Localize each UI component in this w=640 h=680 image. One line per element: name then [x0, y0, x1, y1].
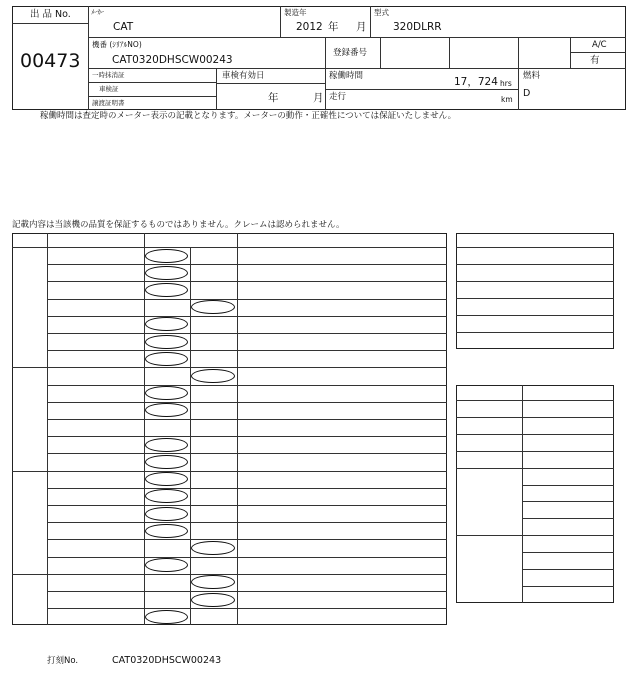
table-col-line: [237, 233, 238, 625]
row-line: [47, 299, 447, 300]
status-ok-circle: [145, 524, 188, 538]
right-bottom-row-line: [456, 468, 614, 469]
year-label: 製造年: [284, 8, 307, 17]
group-line: [12, 471, 447, 472]
row-line: [47, 402, 447, 403]
right-bottom-row-line: [456, 535, 614, 536]
serial-value: CAT0320DHSCW00243: [112, 54, 233, 66]
fuel-value: D: [523, 88, 531, 99]
disclaimer: 記載内容は当該機の品質を保証するものではありません。クレームは認められません。: [12, 220, 345, 230]
group-line: [12, 574, 447, 575]
ac-value: 有: [590, 55, 600, 66]
right-bottom-col-line: [522, 400, 523, 417]
row-line: [47, 522, 447, 523]
status-ok-circle: [145, 455, 188, 469]
right-top-row-line: [456, 264, 614, 265]
year-unit: 年: [328, 21, 339, 33]
row-line: [47, 385, 447, 386]
table-frame: [12, 233, 447, 625]
row-line: [47, 505, 447, 506]
right-bottom-row-line: [456, 451, 614, 452]
stamp-value: CAT0320DHSCW00243: [112, 655, 222, 666]
inspection-label: 車検有効日: [222, 71, 265, 81]
status-ok-circle: [145, 266, 188, 280]
row-line: [47, 281, 447, 282]
right-top-row-line: [456, 281, 614, 282]
right-bottom-col-line: [522, 535, 523, 603]
right-bottom-subrow-line: [522, 569, 614, 570]
table-col-line: [47, 233, 48, 625]
right-bottom-subrow-line: [522, 586, 614, 587]
right-bottom-col-line: [522, 451, 523, 468]
status-ok-circle: [145, 507, 188, 521]
lot-label: 出 品 No.: [30, 9, 71, 20]
status-ok-circle: [145, 438, 188, 452]
row-line: [47, 608, 447, 609]
status-ok-circle: [145, 335, 188, 349]
hours-unit: hrs: [500, 79, 512, 88]
travel-unit: km: [501, 95, 513, 104]
row-line: [47, 436, 447, 437]
table-header-line: [12, 247, 447, 248]
hours-label: 稼働時間: [329, 71, 364, 81]
travel-label: 走行: [329, 92, 347, 102]
right-bottom-subrow-line: [522, 501, 614, 502]
right-top-row-line: [456, 247, 614, 248]
month-unit: 月: [356, 21, 367, 33]
right-bottom-subrow-line: [522, 518, 614, 519]
row-line: [47, 419, 447, 420]
row-line: [47, 264, 447, 265]
maker-value: CAT: [113, 21, 134, 33]
inspection-year-unit: 年: [268, 92, 279, 104]
row-line: [47, 316, 447, 317]
status-ok-circle: [145, 352, 188, 366]
row-line: [47, 488, 447, 489]
right-bottom-subrow-line: [522, 485, 614, 486]
model-label: 型式: [374, 8, 389, 17]
row-line: [47, 557, 447, 558]
permit-transfer: 譲渡証明書: [92, 99, 125, 107]
right-bottom-row-line: [456, 400, 614, 401]
row-line: [47, 453, 447, 454]
right-top-row-line: [456, 298, 614, 299]
right-top-row-line: [456, 315, 614, 316]
lot-number: 00473: [20, 50, 81, 72]
row-line: [47, 591, 447, 592]
status-ok-circle: [145, 610, 188, 624]
group-line: [12, 367, 447, 368]
row-line: [47, 333, 447, 334]
inspection-month-unit: 月: [313, 92, 324, 104]
status-ng-circle: [191, 541, 235, 555]
right-bottom-row-line: [456, 417, 614, 418]
right-bottom-col-line: [522, 417, 523, 434]
permit-vehicle: 車検証: [99, 85, 119, 93]
permit-temp-cancel: 一時抹消証: [92, 71, 125, 79]
maker-label: ﾒｰｶｰ: [91, 8, 104, 16]
stamp-label: 打刻No.: [47, 656, 79, 666]
hours-note: 稼働時間は査定時のメーター表示の記載となります。メーターの動作・正確性については保証いたしません。: [40, 111, 457, 121]
fuel-label: 燃料: [523, 71, 541, 81]
status-ok-circle: [145, 249, 188, 263]
right-bottom-subrow-line: [522, 552, 614, 553]
right-bottom-col-line: [522, 468, 523, 536]
reg-label: 登録番号: [333, 48, 368, 58]
row-line: [47, 539, 447, 540]
status-ng-circle: [191, 369, 235, 383]
right-bottom-row-line: [456, 434, 614, 435]
year-value: 2012: [296, 21, 323, 33]
serial-label: 機番 (ｼﾘｱﾙNO): [92, 40, 142, 49]
hours-value: 17，724: [454, 76, 498, 88]
right-bottom-col-line: [522, 385, 523, 400]
right-bottom-col-line: [522, 434, 523, 451]
status-ng-circle: [191, 593, 235, 607]
model-value: 320DLRR: [393, 21, 442, 33]
ac-label: A/C: [592, 40, 607, 50]
row-line: [47, 350, 447, 351]
status-ok-circle: [145, 283, 188, 297]
right-top-row-line: [456, 332, 614, 333]
